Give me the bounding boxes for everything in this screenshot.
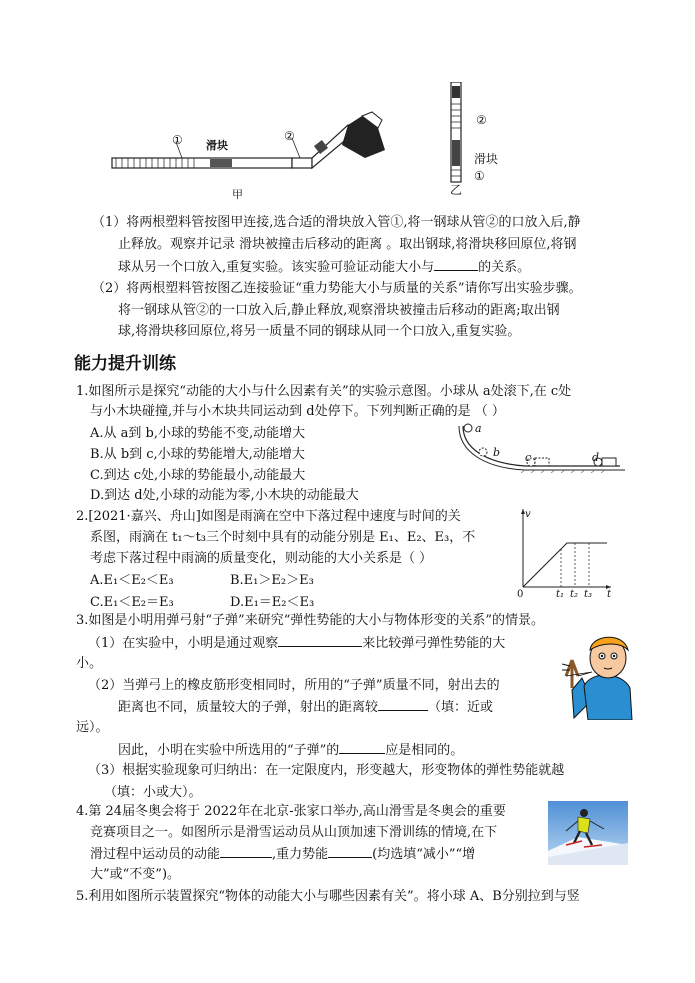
q3-sub2-f: 应是相同的。 [385, 743, 464, 758]
answer-blank[interactable] [378, 698, 428, 711]
q3-sub2-a: （2）当弹弓上的橡皮筋形变相同时，所用的“子弹”质量不同，射出去的 [88, 678, 500, 693]
q2-fig-v: v [525, 509, 531, 520]
q4-line2: 竞赛项目之一。如图所示是滑雪运动员从山顶加速下滑训练的情境,在下 [90, 825, 498, 840]
q3-sub3-b: （填：小或大）。 [104, 785, 202, 800]
figure-jia-caption: 甲 [232, 188, 243, 201]
q4-line3-a: 滑过程中运动员的动能 [90, 847, 221, 862]
q2-fig-t3: t₃ [584, 589, 593, 600]
q3-sub2-line4 [118, 741, 463, 760]
q1-fig-label-c: c [525, 451, 532, 464]
q4-line1: 4.第 24届冬奥会将于 2022年在北京-张家口举办,高山滑雪是冬奥会的重要 [76, 804, 506, 819]
q2-option-c[interactable]: C.E₁＜E₂＝E₃ [90, 595, 174, 610]
yi-label-slider: 滑块 [474, 152, 499, 166]
q2-fig-t: t [607, 589, 612, 600]
answer-blank[interactable] [434, 258, 478, 271]
q3-sub2-line2 [118, 698, 493, 717]
q3-sub3-line2 [104, 783, 202, 802]
tube1-label: ① [172, 133, 183, 147]
q1-option-a[interactable]: A.从 a到 b,小球的势能不变,动能增大 [90, 426, 306, 441]
q4-line3-b: ,重力势能 [272, 847, 329, 862]
q2-line1: 2.[2021·嘉兴、舟山]如图是雨滴在空中下落过程中速度与时间的关 [76, 509, 461, 524]
answer-blank[interactable] [278, 634, 362, 647]
q1-fig-label-d: d [592, 451, 600, 464]
skier-photo [548, 801, 628, 865]
figure-jia-tubes [110, 110, 395, 185]
q1-line2: 与小木块碰撞,并与小木块共同运动到 d处停下。下列判断正确的是 （ ） [90, 404, 505, 419]
answer-blank[interactable] [220, 845, 272, 858]
intro-p1-line3-b: 的关系。 [478, 260, 531, 275]
yi-label-2: ② [476, 113, 487, 127]
intro-p1-line3-a: 球从另一个口放入,重复实验。该实验可验证动能大小与 [118, 260, 435, 275]
yi-label-1: ① [474, 169, 485, 183]
intro-p1-line2: 止释放。观察并记录 滑块被撞击后移动的距离 。取出钢球,将滑块移回原位,将钢 [118, 237, 577, 252]
q3-sub2-d: 远）。 [76, 720, 109, 735]
q2-fig-t1: t₁ [556, 589, 565, 600]
q4-line3 [90, 845, 475, 864]
q3-sub2-e: 因此，小明在实验中所选用的“子弹”的 [118, 743, 340, 758]
q2-line3: 考虑下落过程中雨滴的质量变化，则动能的大小关系是（ ） [90, 551, 433, 566]
intro-p1-line1: （1）将两根塑料管按图甲连接,选合适的滑块放入管①,将一钢球从管②的口放入后,静 [92, 215, 581, 230]
figure-yi-caption: 乙 [450, 183, 463, 197]
q1-fig-label-b: b [493, 446, 501, 459]
q3-sub1-c: 小。 [76, 656, 103, 671]
answer-blank[interactable] [339, 741, 385, 754]
intro-p1-line3 [118, 258, 530, 277]
q3-sub1-a: （1）在实验中，小明是通过观察 [88, 636, 279, 651]
q3-sub3-a: （3）根据实验现象可归纳出：在一定限度内，形变越大，形变物体的弹性势能就越 [88, 763, 565, 778]
q3-sub2-c: （填：近或 [428, 700, 494, 715]
q3-sub1 [88, 634, 505, 653]
q2-fig-origin: 0 [517, 589, 524, 600]
q2-option-a[interactable]: A.E₁＜E₂＜E₃ [90, 573, 174, 588]
q2-line2: 系图，雨滴在 t₁～t₃三个时刻中具有的动能分别是 E₁、E₂、E₃，不 [90, 530, 476, 545]
answer-blank[interactable] [328, 845, 372, 858]
q1-option-c[interactable]: C.到达 c处,小球的势能最小,动能最大 [90, 468, 306, 483]
tube2-label: ② [284, 129, 295, 143]
q5-line1: 5.利用如图所示装置探究“物体的动能大小与哪些因素有关”。将小球 A、B分别拉到与竖 [76, 889, 580, 904]
q1-option-d[interactable]: D.到达 d处,小球的动能为零,小木块的动能最大 [90, 488, 359, 503]
intro-p2-line3: 球,将滑块移回原位,将另一质量不同的钢球从同一个口放入,重复实验。 [118, 324, 521, 339]
intro-p2-line1: （2）将两根塑料管按图乙连接验证“重力势能大小与质量的关系”请你写出实验步骤。 [92, 281, 582, 296]
q2-option-d[interactable]: D.E₁＝E₂＜E₃ [230, 595, 315, 610]
q1-fig-label-a: a [475, 422, 482, 435]
slingshot-boy-illustration [562, 630, 634, 720]
q3-line1: 3.如图是小明用弹弓射“子弹”来研究“弹性势能的大小与物体形变的关系”的情景。 [76, 613, 544, 628]
intro-p2-line2: 将一钢球从管②的一口放入后,静止释放,观察滑块被撞击后移动的距离;取出钢 [118, 303, 560, 318]
section-title: 能力提升训练 [74, 354, 176, 374]
q4-line4: 大”或“不变”)。 [90, 867, 181, 882]
q4-line3-c: (均选填“减小”“增 [372, 847, 476, 862]
figure-yi-tubes [448, 82, 468, 184]
q2-fig-t2: t₂ [570, 589, 579, 600]
q1-line1: 1.如图所示是探究“动能的大小与什么因素有关”的实验示意图。小球从 a处滚下,在 c处 [76, 384, 572, 399]
q3-sub1-b: 来比较弹弓弹性势能的大 [362, 636, 506, 651]
q2-option-b[interactable]: B.E₁＞E₂＞E₃ [230, 573, 314, 588]
q3-sub2-b: 距离也不同，质量较大的子弹，射出的距离较 [118, 700, 379, 715]
q1-option-b[interactable]: B.从 b到 c,小球的势能增大,动能增大 [90, 447, 305, 462]
slider-label: 滑块 [206, 139, 228, 152]
